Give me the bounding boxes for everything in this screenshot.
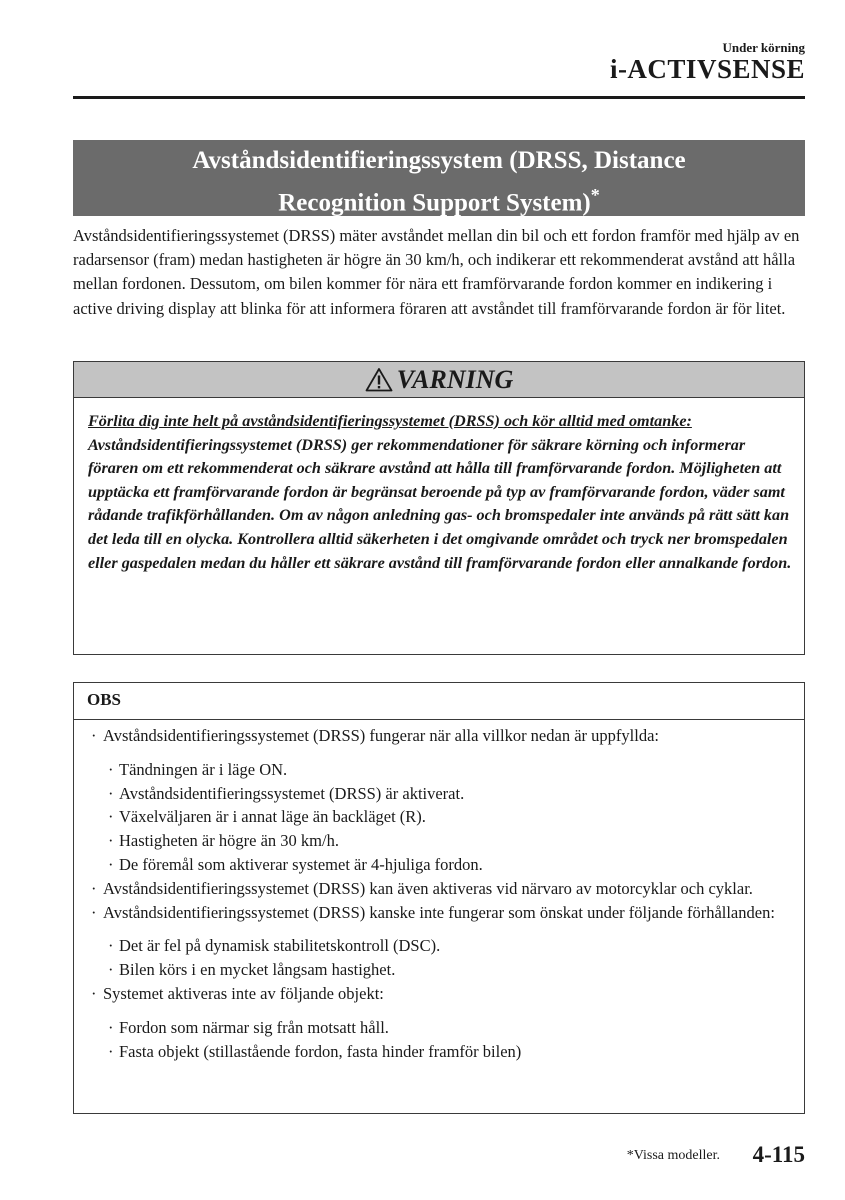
banner-line-2: [73, 178, 805, 220]
list-item-text: Avståndsidentifieringssystemet (DRSS) kanske inte fungerar som önskat under följande förhållanden:: [103, 902, 775, 922]
sub-list-item: [74, 934, 794, 958]
list-item-text: Avståndsidentifieringssystemet (DRSS) fungerar när alla villkor nedan är uppfyllda:: [103, 726, 659, 745]
footer-note: *Vissa modeller.: [626, 1148, 720, 1163]
sub-list-item-text: Tändningen är i läge ON.: [119, 759, 288, 779]
header-title: i-ACTIVSENSE: [609, 54, 805, 84]
list-item: [74, 877, 804, 901]
list-item-text: Systemet aktiveras inte av följande objekt:: [103, 983, 384, 1003]
bullet: ·: [108, 1017, 114, 1037]
bullet: ·: [91, 983, 97, 1003]
header-section-label: Under körning: [722, 40, 805, 55]
warning-box: [73, 361, 805, 655]
sub-list-item-text: Växelväljaren är i annat läge än backläget (R).: [119, 807, 426, 827]
bullet: ·: [91, 902, 97, 922]
warning-lead: Förlita dig inte helt på avståndsidentifieringssystemet (DRSS) och kör alltid med omtanke:: [88, 412, 692, 430]
sub-list-item: [74, 782, 794, 806]
page-number: 4-115: [752, 1142, 805, 1167]
banner-line-2-text: Recognition Support System): [278, 189, 591, 217]
list-item: [74, 724, 804, 877]
warning-text: Avståndsidentifieringssystemet (DRSS) ger rekommendationer för säkrare körning och informerar föraren om ett rekommenderat och säkrare avstånd att hålla till framförvarande fordon. Möjligheten att upptäcka ett framförvarande fordon är begränsat beroende på typ av framförvarande fordon, väder samt rådande trafikförhållanden. Om av någon anledning gas- och bromspedaler inte används på rätt sätt kan det leda till en olycka. Kontrollera alltid säkerheten i det omgivande området och tryck ner bromspedalen eller gaspedalen medan du håller ett säkrare avstånd till framförvarande fordon eller annalkande fordon.: [88, 435, 792, 572]
sub-list-item: [74, 829, 794, 853]
warning-title: VARNING: [396, 364, 514, 394]
sub-list: [103, 758, 794, 877]
intro-paragraph: Avståndsidentifieringssystemet (DRSS) mäter avståndet mellan din bil och ett fordon framför med hjälp av en radarsensor (fram) medan hastigheten är högre än 30 km/h, och indikerar ett rekommenderat avstånd att hålla mellan fordonen. Dessutom, om bilen kommer för nära ett framförvarande fordon kommer en indikering i active driving display att blinka för att informera föraren att avståndet till framförvarande fordon är för litet.: [73, 226, 800, 318]
list-item-text: Avståndsidentifieringssystemet (DRSS) kan även aktiveras vid närvaro av motorcyklar och cyklar.: [103, 878, 753, 898]
sub-list-item-text: De föremål som aktiverar systemet är 4-hjuliga fordon.: [119, 854, 483, 874]
obs-box: [73, 682, 805, 1114]
sub-list-item: [74, 853, 794, 877]
sub-list-item-text: Fordon som närmar sig från motsatt håll.: [119, 1017, 389, 1037]
bullet: ·: [108, 759, 114, 779]
sub-list-item-text: Fasta objekt (stillastående fordon, fasta hinder framför bilen): [119, 1041, 522, 1061]
header-rule: [73, 96, 805, 99]
sub-list-item: [74, 758, 794, 782]
bullet: ·: [91, 878, 97, 898]
obs-list: [74, 720, 804, 1063]
bullet: ·: [108, 831, 114, 851]
sub-list-item-text: Bilen körs i en mycket långsam hastighet.: [119, 960, 396, 980]
sub-list-item: [74, 805, 794, 829]
bullet: ·: [108, 1041, 114, 1061]
sub-list-item: [74, 1040, 794, 1064]
bullet: ·: [108, 936, 114, 956]
bullet: ·: [108, 783, 114, 803]
bullet: ·: [108, 807, 114, 827]
bullet: ·: [108, 960, 114, 980]
bullet: ·: [108, 854, 114, 874]
sub-list-item-text: Avståndsidentifieringssystemet (DRSS) är aktiverat.: [119, 783, 465, 803]
section-banner: [73, 140, 805, 216]
list-item: [74, 982, 804, 1063]
sub-list: [103, 1016, 794, 1064]
bullet: ·: [91, 726, 97, 745]
list-item: [74, 901, 804, 982]
sub-list-item-text: Hastigheten är högre än 30 km/h.: [119, 831, 339, 851]
sub-list-item: [74, 1016, 794, 1040]
sub-list-item: [74, 958, 794, 982]
sub-list: [103, 934, 794, 982]
banner-asterisk: *: [590, 185, 600, 205]
warning-triangle-icon: [365, 367, 393, 392]
obs-title: OBS: [74, 683, 804, 720]
banner-line-1: Avståndsidentifieringssystem (DRSS, Distance: [192, 147, 686, 174]
sub-list-item-text: Det är fel på dynamisk stabilitetskontroll (DSC).: [119, 936, 441, 956]
warning-body: [74, 398, 804, 575]
warning-header: [74, 362, 804, 398]
